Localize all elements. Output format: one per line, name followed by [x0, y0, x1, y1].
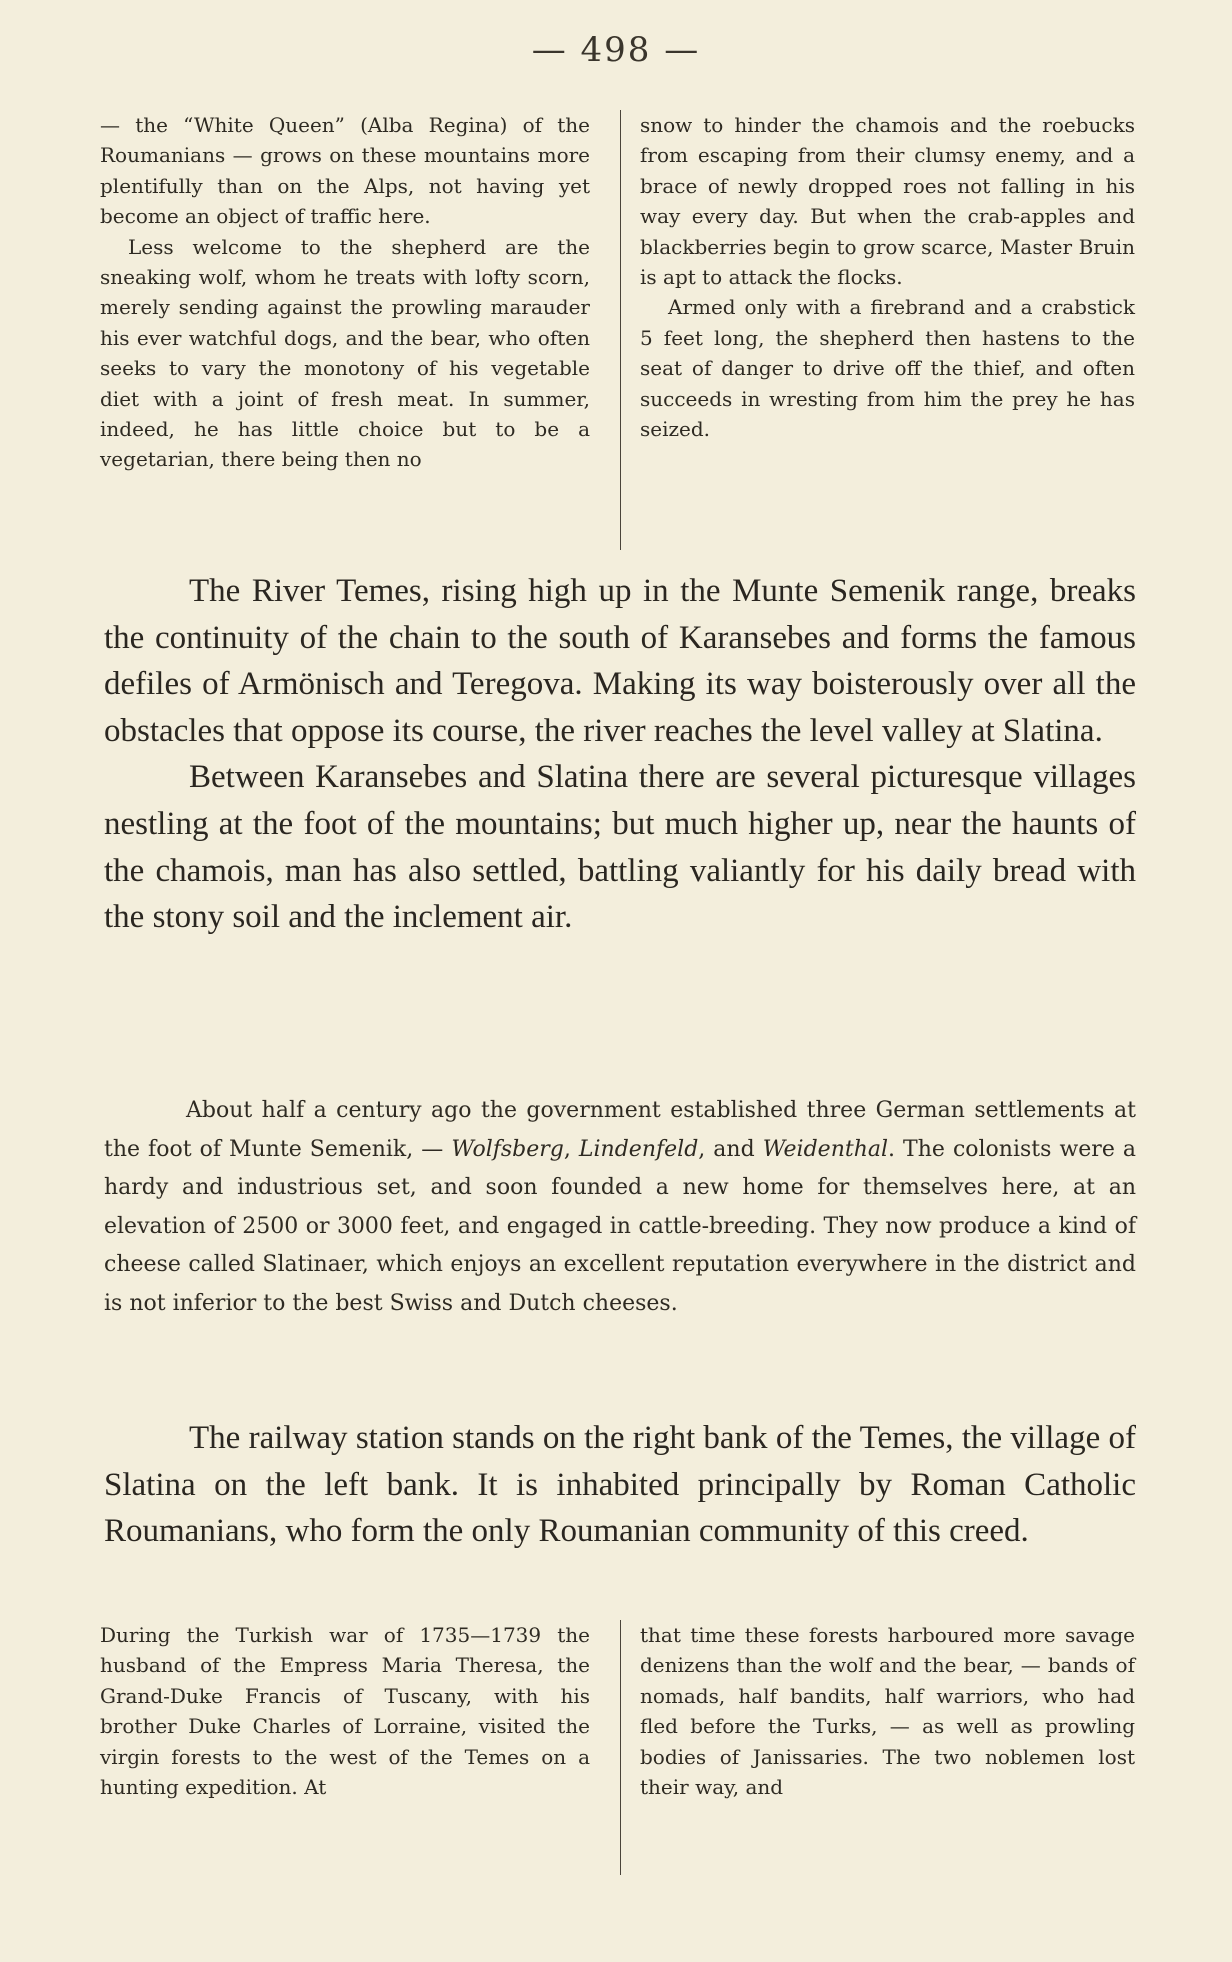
paragraph: During the Turkish war of 1735—1739 the husband of the Empress Maria Theresa, the Grand-Duke Francis of Tuscany, with his brother Duke Charles of Lorraine, visited the virgin forests to the west of the Temes on a hunting expedition. At [100, 1623, 590, 1800]
bottom-left-column [100, 1620, 590, 1802]
settlement-name: Lindenfeld [578, 1136, 699, 1162]
text-segment: . The colonists were a hardy and industrious set, and soon founded a new home for themselves here, at an elevation of 2500 or 3000 feet, and engaged in cattle-breeding. They now produce a kind of cheese called Slatinaer, which enjoys an excellent reputation everywhere in the district and is not inferior to the best Swiss and Dutch cheeses. [104, 1136, 1136, 1316]
settlement-name: Weidenthal [762, 1136, 889, 1162]
paragraph: Armed only with a firebrand and a crabstick 5 feet long, the shepherd then hastens to the seat of danger to drive off the thief, and often succeeds in wresting from him the prey he has seized. [640, 295, 1135, 442]
settlement-name: Wolfsberg [451, 1136, 564, 1162]
paragraph: that time these forests harboured more savage denizens than the wolf and the bear, — bands of nomads, half bandits, half warriors, who had fled before the Turks, — as well as prowling bodies of Janissaries. The two noblemen lost their way, and [640, 1623, 1135, 1800]
paragraph: The railway station stands on the right bank of the Temes, the village of Slatina on the left bank. It is inhabited principally by Roman Catholic Roumanians, who form the only Roumanian community of this creed. [104, 1420, 1136, 1550]
medium-text-block [104, 1092, 1136, 1323]
text-segment: , and [698, 1136, 763, 1162]
column-divider [620, 110, 621, 550]
large-text-block-1 [104, 568, 1136, 941]
page-number: — 498 — [531, 30, 701, 70]
top-right-column [640, 110, 1135, 444]
paragraph: Between Karansebes and Slatina there are several picturesque villages nestling at the foot of the mountains; but much higher up, near the haunts of the chamois, man has also settled, battling valiantly for his daily bread with the stony soil and the inclement air. [104, 759, 1136, 936]
paragraph: Less welcome to the shepherd are the sneaking wolf, whom he treats with lofty scorn, merely sending against the prowling marauder his ever watchful dogs, and the bear, who often seeks to vary the monotony of his vegetable diet with a joint of fresh meat. In summer, indeed, he has little choice but to be a vegetarian, there being then no [100, 234, 590, 472]
paragraph: — the “White Queen” (Alba Regina) of the Roumanians — grows on these mountains more plentifully than on the Alps, not having yet become an object of traffic here. [100, 113, 590, 229]
paragraph: snow to hinder the chamois and the roebucks from escaping from their clumsy enemy, and a brace of newly dropped roes not falling in his way every day. But when the crab-apples and blackberries begin to grow scarce, Master Bruin is apt to attack the flocks. [640, 113, 1135, 290]
column-divider [620, 1620, 621, 1875]
top-left-column [100, 110, 590, 475]
text-segment: , [563, 1136, 579, 1162]
large-text-block-2 [104, 1415, 1136, 1555]
paragraph: The River Temes, rising high up in the Munte Semenik range, breaks the continuity of the chain to the south of Karansebes and forms the famous defiles of Armönisch and Teregova. Making its way boisterously over all the obstacles that oppose its course, the river reaches the level valley at Slatina. [104, 573, 1136, 749]
paragraph [104, 1092, 1136, 1323]
bottom-right-column [640, 1620, 1135, 1802]
text-segment: About half a century ago the government established three German settlements at the foot of Munte Semenik, — [104, 1098, 1136, 1162]
